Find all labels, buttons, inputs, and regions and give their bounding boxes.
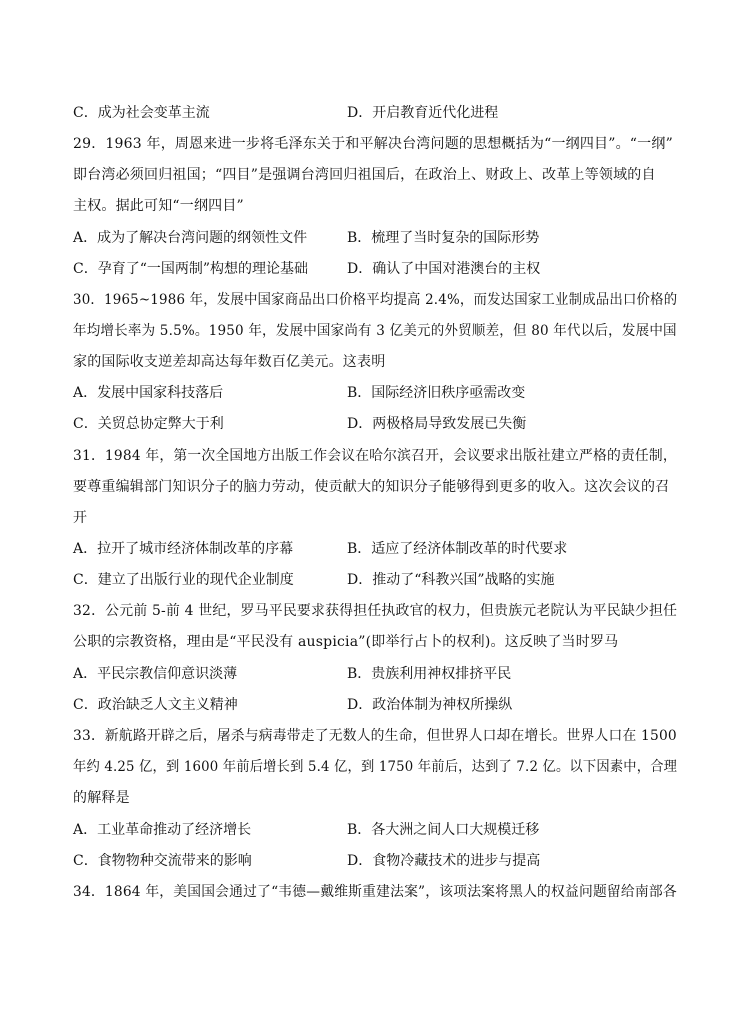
q30-stem-line-1: 30．1965~1986 年，发展中国家商品出口价格平均提高 2.4%，而发达国家工业制成品出口价格的	[73, 292, 678, 308]
q31-stem-line-2: 要尊重编辑部门知识分子的脑力劳动，使贡献大的知识分子能够得到更多的收入。这次会议的召	[73, 479, 670, 495]
q33-stem-line-2: 年约 4.25 亿，到 1600 年前后增长到 5.4 亿，到 1750 年前后，达到了 7.2 亿。以下因素中，合理	[73, 759, 678, 775]
q32-option-a: A．平民宗教信仰意识淡薄	[73, 666, 238, 682]
q29-stem-line-2: 即台湾必须回归祖国；“四目”是强调台湾回归祖国后，在政治上、财政上、改革上等领域的自	[73, 167, 656, 183]
q33-option-d: D．食物冷藏技术的进步与提高	[347, 853, 541, 869]
q33-option-a: A．工业革命推动了经济增长	[73, 822, 252, 838]
q31-option-d: D．推动了“科教兴国”战略的实施	[347, 572, 555, 588]
q32-option-b: B．贵族利用神权排挤平民	[347, 666, 512, 682]
q31-option-c: C．建立了出版行业的现代企业制度	[73, 572, 294, 588]
q29-option-c: C．孕育了“一国两制”构想的理论基础	[73, 261, 309, 277]
q32-stem-line-2: 公职的宗教资格，理由是“平民没有 auspicia”(即举行占卜的权利)。这反映了当时罗马	[73, 634, 619, 650]
q30-option-b: B．国际经济旧秩序亟需改变	[347, 385, 526, 401]
q29-stem-line-1: 29．1963 年，周恩来进一步将毛泽东关于和平解决台湾问题的思想概括为“一纲四目”。“一纲”	[73, 136, 673, 152]
q29-option-a: A．成为了解决台湾问题的纲领性文件	[73, 230, 308, 246]
q33-option-c: C．食物物种交流带来的影响	[73, 853, 252, 869]
q30-stem-line-3: 家的国际收支逆差却高达每年数百亿美元。这表明	[73, 354, 386, 370]
q31-stem-line-3: 开	[73, 510, 88, 526]
q29-option-b: B．梳理了当时复杂的国际形势	[347, 230, 540, 246]
q30-option-d: D．两极格局导致发展已失衡	[347, 416, 527, 432]
q28-option-c: C．成为社会变革主流	[73, 105, 210, 121]
q30-stem-line-2: 年均增长率为 5.5%。1950 年，发展中国家尚有 3 亿美元的外贸顺差，但 80 年代以后，发展中国	[73, 323, 677, 339]
q32-option-d: D．政治体制为神权所操纵	[347, 697, 513, 713]
q28-option-d: D．开启教育近代化进程	[347, 105, 499, 121]
q33-option-b: B．各大洲之间人口大规模迁移	[347, 822, 540, 838]
q29-stem-line-3: 主权。据此可知“一纲四目”	[73, 198, 244, 214]
q31-option-a: A．拉开了城市经济体制改革的序幕	[73, 541, 294, 557]
q32-stem-line-1: 32．公元前 5-前 4 世纪，罗马平民要求获得担任执政官的权力，但贵族元老院认为平民缺少担任	[73, 603, 678, 619]
q30-option-a: A．发展中国家科技落后	[73, 385, 224, 401]
q31-stem-line-1: 31．1984 年，第一次全国地方出版工作会议在哈尔滨召开，会议要求出版社建立严格的责任制，	[73, 448, 677, 464]
q31-option-b: B．适应了经济体制改革的时代要求	[347, 541, 568, 557]
q34-stem-line-1: 34．1864 年，美国国会通过了“韦德—戴维斯重建法案”，该项法案将黑人的权益问题留给南部各	[73, 884, 677, 900]
q29-option-d: D．确认了中国对港澳台的主权	[347, 261, 541, 277]
q32-option-c: C．政治缺乏人文主义精神	[73, 697, 238, 713]
q33-stem-line-1: 33．新航路开辟之后，屠杀与病毒带走了无数人的生命，但世界人口却在增长。世界人口在 1500	[73, 728, 677, 744]
q30-option-c: C．关贸总协定弊大于利	[73, 416, 224, 432]
q33-stem-line-3: 的解释是	[73, 790, 130, 806]
